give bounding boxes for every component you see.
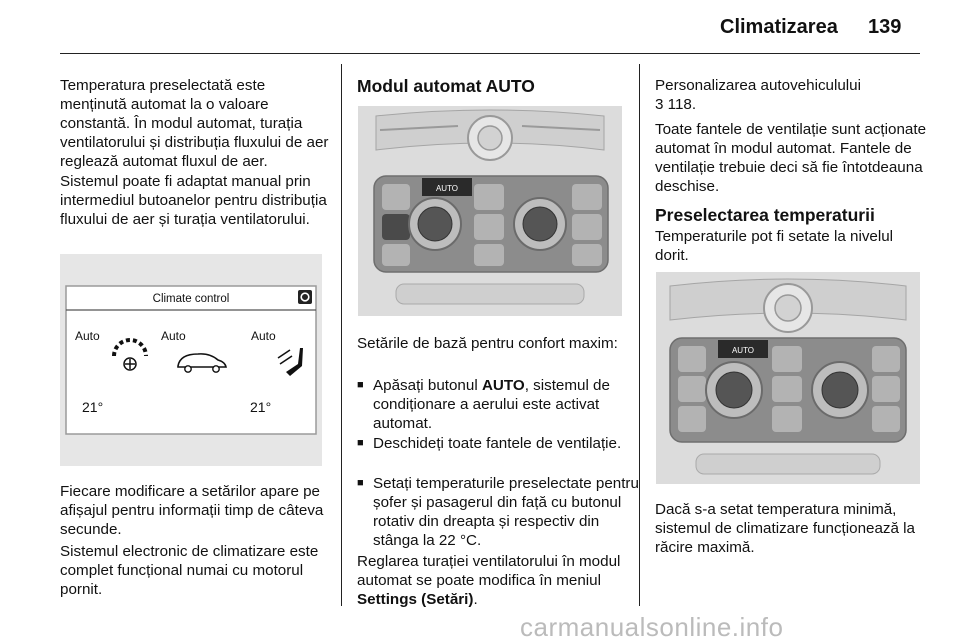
header-rule <box>60 53 920 54</box>
list-item-text: Apăsați butonul <box>373 377 482 394</box>
list-item <box>357 474 639 550</box>
paragraph-text: Personalizarea autovehiculului <box>655 77 862 94</box>
paragraph-text: . <box>473 591 478 608</box>
section-heading: Modul automat AUTO <box>357 76 535 96</box>
column-divider <box>341 64 342 606</box>
list-item-text: Deschideți toate fantele de ventilație. <box>373 435 622 452</box>
paragraph-text: Reglarea turației ventilatorului în modul automat se poate modifica în meniul <box>357 553 621 589</box>
page-number: 139 <box>868 16 902 38</box>
auto-keyword: AUTO <box>481 377 525 394</box>
climate-control-panel-closeup <box>656 272 920 484</box>
paragraph <box>357 552 625 609</box>
section-heading: Preselectarea temperaturii <box>655 205 875 225</box>
auto-label-left: Auto <box>75 329 100 343</box>
watermark: carmanualsonline.info <box>520 612 784 642</box>
paragraph: Sistemul electronic de climatizare este complet funcțional numai cu motorul pornit. <box>60 543 319 598</box>
settings-menu-name: Settings (Setări) <box>357 591 474 608</box>
auto-label-middle: Auto <box>161 329 186 343</box>
list-item <box>357 434 633 453</box>
auto-label-right: Auto <box>251 329 276 343</box>
list-item <box>357 376 633 433</box>
paragraph <box>655 76 927 114</box>
list-item-text: , sistemul de condiționare a aerului este activat automat. <box>373 377 610 432</box>
climate-control-panel-figure <box>358 106 622 316</box>
paragraph: Setările de bază pentru confort maxim: <box>357 335 618 352</box>
column-divider <box>639 64 640 606</box>
page-header-title: Climatizarea <box>720 16 838 38</box>
list-item-text: Setați temperaturile preselectate pentru șofer și pasagerul din față cu butonul rotativ din dreapta și respectiv din stânga la 22 °C. <box>373 475 639 549</box>
auto-button-label: AUTO <box>435 184 459 193</box>
paragraph: Temperaturile pot fi setate la nivelul dorit. <box>655 228 894 264</box>
temperature-right: 21° <box>250 399 272 415</box>
paragraph: Sistemul poate fi adaptat manual prin intermediul butoanelor pentru distribuția fluxului de aer și turația ventilatorului. <box>60 173 327 228</box>
page-reference: 3 118. <box>655 96 697 113</box>
paragraph: Toate fantele de ventilație sunt acționate automat în modul automat. Fantele de ventilație trebuie deci să fie întotdeauna deschise. <box>655 121 927 195</box>
paragraph: Fiecare modificare a setărilor apare pe afișajul pentru informații timp de câteva secunde. <box>60 483 324 538</box>
display-title: Climate control <box>152 293 230 305</box>
auto-button-label: AUTO <box>731 346 755 355</box>
settings-icon <box>298 290 312 304</box>
paragraph: Temperatura preselectată este menținută automat la o valoare constantă. În modul automat, turația ventilatorului și distribuția fluxului de aer reglează automat fluxul de aer. <box>60 77 329 170</box>
climate-display-figure <box>60 254 322 466</box>
temperature-left: 21° <box>82 399 104 415</box>
paragraph: Dacă s-a setat temperatura minimă, sistemul de climatizare funcționează la răcire maximă. <box>655 501 915 556</box>
